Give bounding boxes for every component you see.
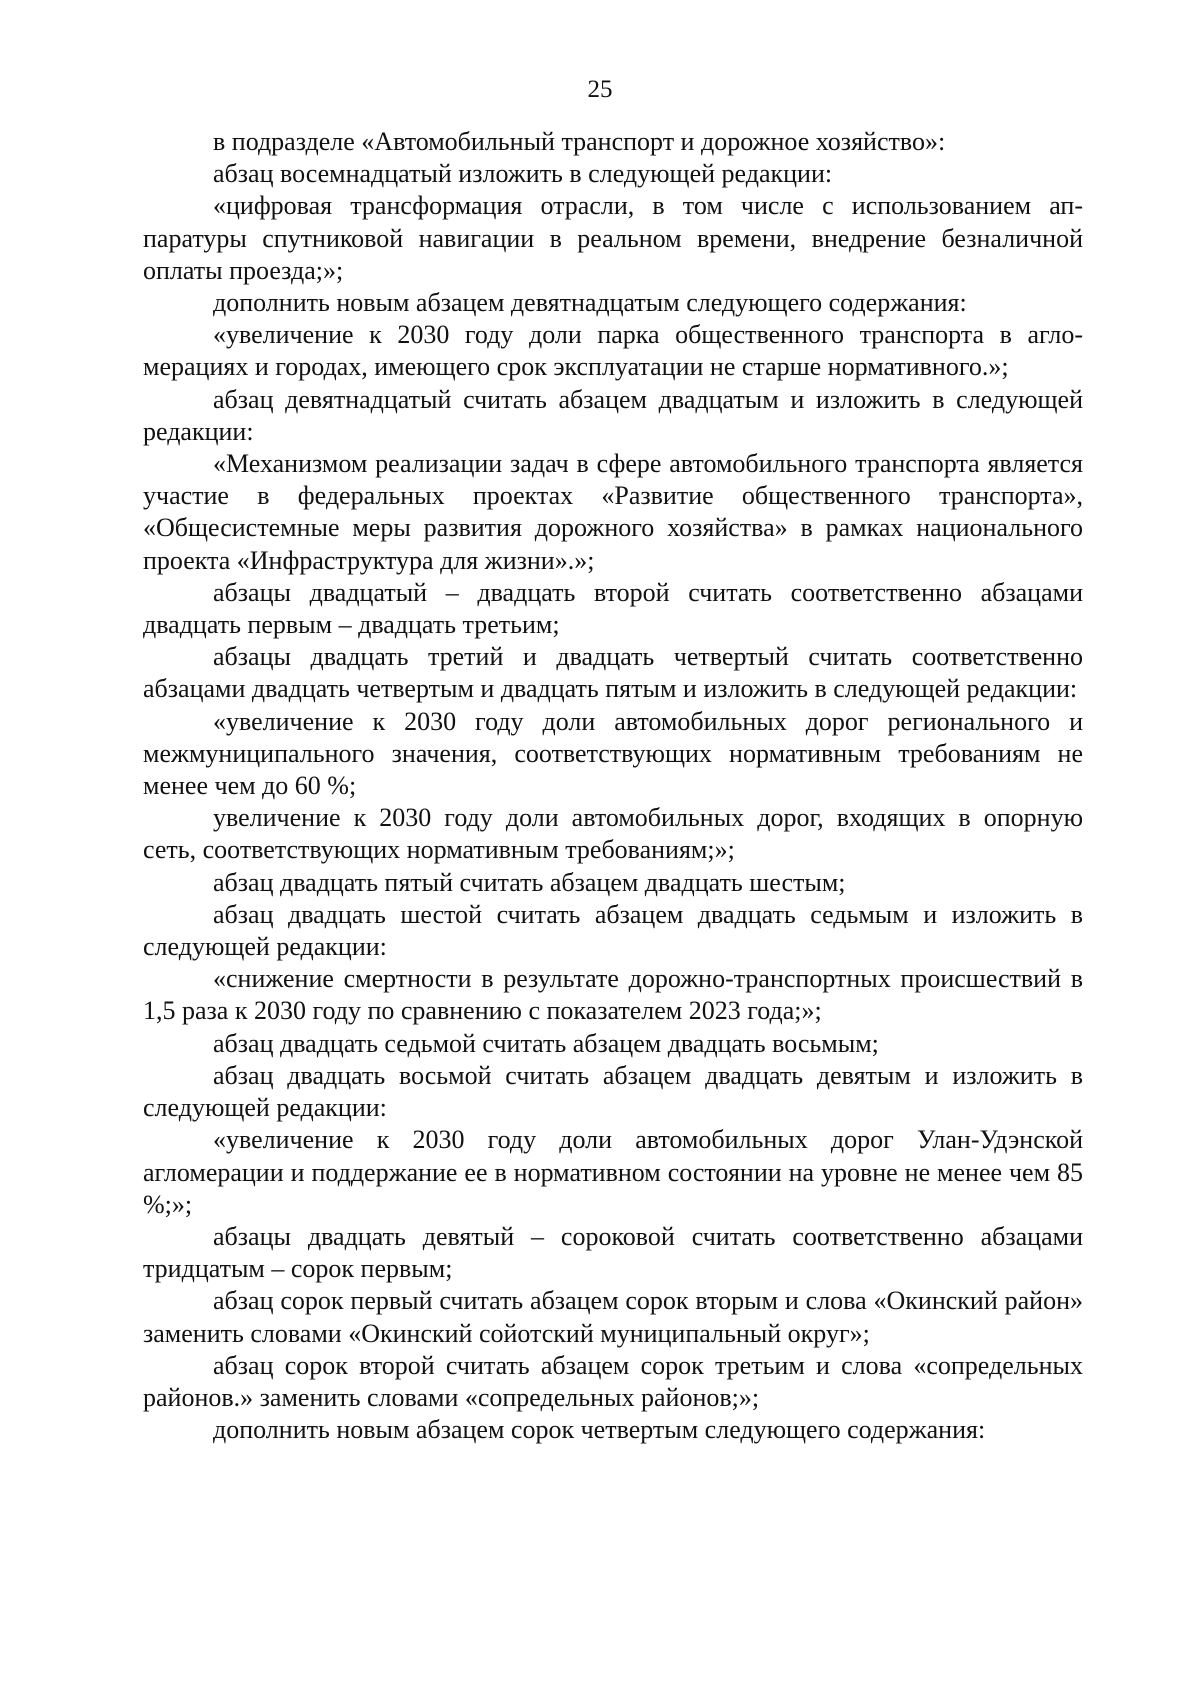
paragraph: абзац двадцать восьмой считать абзацем двадцать девятым и изложить в следующей редакции:: [143, 1060, 1083, 1123]
paragraph: абзацы двадцать девятый – сороковой считать соответственно абзацами тридцатым – сорок первым;: [143, 1221, 1083, 1284]
paragraph: «цифровая трансформация отрасли, в том числе с использованием аппаратуры спутниковой навигации в реальном времени, внедрение безналичной оплаты проезда;»;: [143, 191, 1083, 285]
paragraph: абзац восемнадцатый изложить в следующей редакции:: [213, 159, 833, 189]
paragraph: абзац двадцать шестой считать абзацем двадцать седьмым и изложить в следующей редакции:: [143, 899, 1083, 962]
paragraph: абзац двадцать седьмой считать абзацем двадцать восьмым;: [213, 1028, 879, 1058]
page-number: 25: [587, 76, 613, 103]
paragraph: абзац двадцать пятый считать абзацем двадцать шестым;: [213, 867, 846, 897]
paragraph: «снижение смертности в результате дорожно-транспортных происшествий в 1,5 раза к 2030 году по сравнению с показателем 2023 года;»;: [143, 964, 1083, 1026]
paragraph: абзацы двадцать третий и двадцать четвертый считать соответственно абзацами двадцать четвертым и двадцать пятым и изложить в следующей редакции:: [143, 642, 1083, 704]
paragraph: абзацы двадцатый – двадцать второй считать соответственно абзацами двадцать первым – двадцать третьим;: [143, 577, 1083, 640]
paragraph: «Механизмом реализации задач в сфере автомобильного транспорта является участие в федеральных проектах «Развитие общественного транспорта», «Общесистемные меры развития дорожного хозяйства» в рамках национального проекта «Инфраструктура для жизни».»;: [143, 449, 1083, 575]
document-body: [143, 126, 1083, 1446]
paragraph: абзац сорок первый считать абзацем сорок вторым и слова «Окинский район» заменить словами «Окинский сойотский муниципальный округ»;: [143, 1286, 1083, 1348]
paragraph: дополнить новым абзацем сорок четвертым следующего содержания:: [213, 1415, 986, 1445]
paragraph: «увеличение к 2030 году доли автомобильных дорог регионального и межмуниципального значения, соответствующих нормативным требованиям не менее чем до 60 %;: [143, 706, 1083, 801]
paragraph: абзац сорок второй считать абзацем сорок третьим и слова «сопредельных районов.» заменить словами «сопредельных районов;»;: [143, 1350, 1083, 1412]
paragraph: в подразделе «Автомобильный транспорт и дорожное хозяйство»:: [213, 127, 946, 156]
paragraph: «увеличение к 2030 году доли парка общественного транспорта в агломерациях и городах, имеющего срок эксплуатации не старше нормативного.»;: [143, 320, 1083, 382]
paragraph: «увеличение к 2030 году доли автомобильных дорог Улан-Удэнской агломерации и поддержание ее в нормативном состоянии на уровне не менее чем 85 %;»;: [143, 1125, 1083, 1219]
paragraph: абзац девятнадцатый считать абзацем двадцатым и изложить в следующей редакции:: [143, 384, 1083, 446]
paragraph: дополнить новым абзацем девятнадцатым следующего содержания:: [213, 288, 967, 318]
paragraph: увеличение к 2030 году доли автомобильных дорог, входящих в опорную сеть, соответствующих нормативным требованиям;»;: [143, 803, 1083, 865]
